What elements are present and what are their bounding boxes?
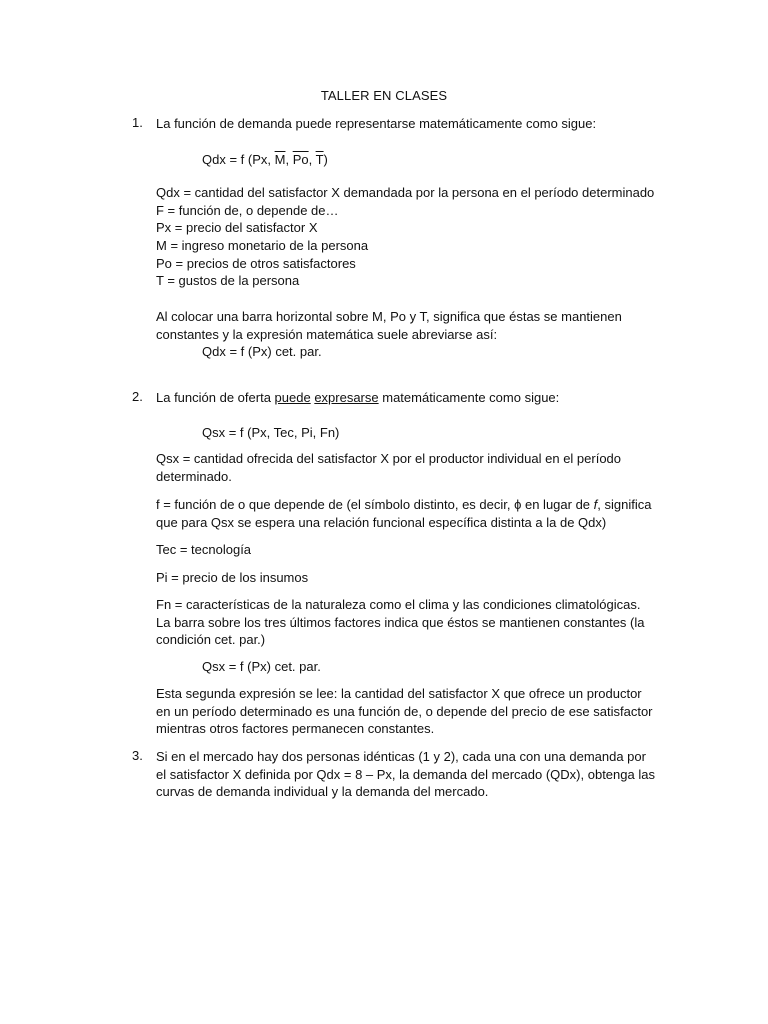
- supply-function-formula: Qsx = f (Px, Tec, Pi, Fn): [202, 425, 340, 440]
- definition-fn: Fn = características de la naturaleza como el clima y las condiciones climatológicas. La barra sobre los tres últimos factores indica que éstos se mantienen constantes (la condición cet. par.): [156, 597, 645, 648]
- definition-f: F = función de, o depende de…: [156, 203, 339, 218]
- item-1-number: 1.: [132, 115, 143, 130]
- formula-suffix: ): [323, 152, 328, 167]
- formula-t: $\overline{T}$: [315, 152, 324, 167]
- definition-t: T = gustos de la persona: [156, 273, 300, 288]
- item-2-number: 2.: [132, 389, 143, 404]
- f-def-part-b: , significa que para Qsx se espera una relación funcional específica distinta a la de Qdx): [156, 497, 652, 530]
- heading-part-end: matemáticamente como sigue:: [378, 390, 560, 405]
- formula-sep-2: ,: [308, 152, 316, 167]
- formula-sep-1: ,: [285, 152, 293, 167]
- item-1-heading: La función de demanda puede representarse matemáticamente como sigue:: [156, 116, 597, 131]
- formula-m: $\overline{M}$: [274, 152, 286, 167]
- note-line-1: Al colocar una barra horizontal sobre M, Po y T, significa que éstas se mantienen: [156, 309, 622, 324]
- f-symbol: f: [593, 497, 598, 512]
- definition-qdx: Qdx = cantidad del satisfactor X demandada por la persona en el período determinado: [156, 185, 655, 200]
- demand-function-formula: [202, 151, 328, 168]
- note-line-2: constantes y la expresión matemática suele abreviarse así:: [156, 327, 498, 342]
- f-def-part-a: f = función de o que depende de (el símbolo distinto, es decir, ϕ en lugar de: [156, 497, 594, 512]
- item-3-number: 3.: [132, 748, 143, 763]
- heading-underlined-puede: puede: [274, 390, 311, 405]
- heading-underlined-expresarse: expresarse: [314, 390, 379, 405]
- definition-pi: Pi = precio de los insumos: [156, 570, 309, 585]
- definition-qsx: Qsx = cantidad ofrecida del satisfactor X por el productor individual en el período determinado.: [156, 451, 622, 484]
- supply-short-formula: Qsx = f (Px) cet. par.: [202, 659, 321, 674]
- definition-tec: Tec = tecnología: [156, 542, 252, 557]
- formula-prefix: Qdx = f (Px,: [202, 152, 275, 167]
- demand-short-formula: Qdx = f (Px) cet. par.: [202, 344, 322, 359]
- heading-part: La función de oferta: [156, 390, 275, 405]
- document-title: TALLER EN CLASES: [320, 88, 448, 103]
- supply-closing-paragraph: Esta segunda expresión se lee: la cantidad del satisfactor X que ofrece un productor en un período determinado es una función de, o depende del precio de ese satisfactor mientras otros factores permanecen constantes.: [156, 686, 653, 737]
- formula-po: $\overline{Po}$: [292, 152, 309, 167]
- definition-f-supply: [156, 496, 656, 531]
- definition-px: Px = precio del satisfactor X: [156, 220, 318, 235]
- item-3-text: Si en el mercado hay dos personas idénticas (1 y 2), cada una con una demanda por el satisfactor X definida por Qdx = 8 – Px, la demanda del mercado (QDx), obtenga las curvas de demanda individual y la demanda del mercado.: [156, 749, 655, 800]
- item-2-heading: [156, 389, 559, 406]
- definition-po: Po = precios de otros satisfactores: [156, 256, 356, 271]
- definition-m: M = ingreso monetario de la persona: [156, 238, 369, 253]
